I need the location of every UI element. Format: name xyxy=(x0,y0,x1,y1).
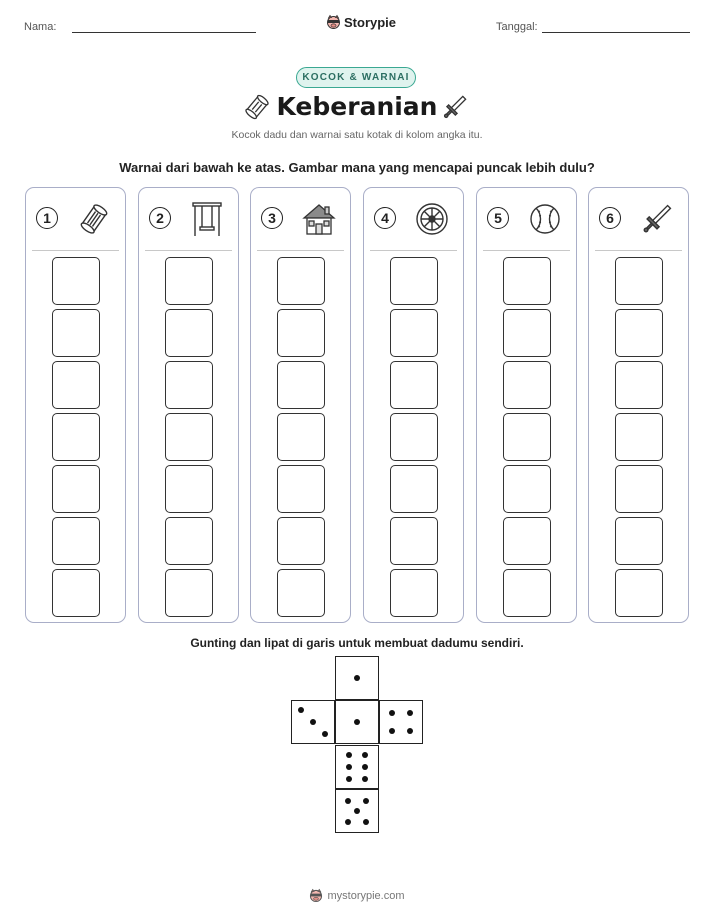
scroll-icon xyxy=(76,200,112,238)
color-box[interactable] xyxy=(277,309,325,357)
dice-pip xyxy=(345,819,351,825)
color-box[interactable] xyxy=(52,413,100,461)
color-box[interactable] xyxy=(52,569,100,617)
page-subtitle: Kocok dadu dan warnai satu kotak di kolom angka itu. xyxy=(231,129,483,141)
dice-face-4 xyxy=(379,700,423,744)
column-number: 5 xyxy=(487,207,509,229)
dice-face-1 xyxy=(335,700,379,744)
dice-pip xyxy=(363,819,369,825)
activity-badge: KOCOK & WARNAI xyxy=(296,67,416,88)
column-number: 6 xyxy=(599,207,621,229)
brand-name: Storypie xyxy=(344,14,397,30)
dice-face-3 xyxy=(291,700,335,744)
column-number: 2 xyxy=(149,207,171,229)
dice-pip xyxy=(298,707,304,713)
dice-face-1 xyxy=(335,656,379,700)
color-box[interactable] xyxy=(52,361,100,409)
color-box[interactable] xyxy=(615,413,663,461)
column-6 xyxy=(588,187,689,623)
cut-instruction: Gunting dan lipat di garis untuk membuat dadumu sendiri. xyxy=(190,636,524,650)
color-box[interactable] xyxy=(503,257,551,305)
color-box[interactable] xyxy=(390,413,438,461)
column-3 xyxy=(250,187,351,623)
column-divider xyxy=(257,250,344,251)
color-box[interactable] xyxy=(390,465,438,513)
color-box[interactable] xyxy=(503,413,551,461)
dice-pip xyxy=(362,752,368,758)
color-box[interactable] xyxy=(277,257,325,305)
date-label: Tanggal: xyxy=(496,21,538,33)
name-field[interactable] xyxy=(72,32,256,33)
color-box[interactable] xyxy=(52,465,100,513)
column-divider xyxy=(483,250,570,251)
color-box[interactable] xyxy=(52,309,100,357)
color-box[interactable] xyxy=(277,517,325,565)
swing-icon xyxy=(189,200,225,238)
color-box[interactable] xyxy=(165,413,213,461)
color-box[interactable] xyxy=(165,465,213,513)
sword-icon xyxy=(440,92,470,122)
dice-pip xyxy=(346,752,352,758)
color-box[interactable] xyxy=(390,569,438,617)
house-icon xyxy=(301,200,337,238)
dice-face-5 xyxy=(335,789,379,833)
color-box[interactable] xyxy=(165,309,213,357)
color-box[interactable] xyxy=(615,517,663,565)
dice-pip xyxy=(354,808,360,814)
color-box[interactable] xyxy=(503,517,551,565)
dice-pip xyxy=(310,719,316,725)
dice-pip xyxy=(407,728,413,734)
color-box[interactable] xyxy=(277,361,325,409)
dice-pip xyxy=(363,798,369,804)
color-box[interactable] xyxy=(503,465,551,513)
dice-pip xyxy=(354,719,360,725)
coloring-instruction: Warnai dari bawah ke atas. Gambar mana yang mencapai puncak lebih dulu? xyxy=(119,160,595,175)
name-label: Nama: xyxy=(24,21,57,33)
footer-url: mystorypie.com xyxy=(327,889,405,902)
color-box[interactable] xyxy=(277,569,325,617)
color-box[interactable] xyxy=(277,413,325,461)
column-number: 1 xyxy=(36,207,58,229)
color-box[interactable] xyxy=(165,361,213,409)
color-box[interactable] xyxy=(277,465,325,513)
date-field[interactable] xyxy=(542,32,690,33)
page-title: Keberanian xyxy=(276,92,438,121)
column-4 xyxy=(363,187,464,623)
color-box[interactable] xyxy=(165,257,213,305)
color-box[interactable] xyxy=(52,517,100,565)
column-divider xyxy=(370,250,457,251)
column-2 xyxy=(138,187,239,623)
color-box[interactable] xyxy=(615,257,663,305)
dice-pip xyxy=(389,710,395,716)
color-box[interactable] xyxy=(615,465,663,513)
color-box[interactable] xyxy=(615,569,663,617)
color-box[interactable] xyxy=(165,569,213,617)
color-box[interactable] xyxy=(165,517,213,565)
dice-pip xyxy=(362,776,368,782)
dice-pip xyxy=(389,728,395,734)
dice-pip xyxy=(346,764,352,770)
color-box[interactable] xyxy=(390,361,438,409)
color-box[interactable] xyxy=(615,361,663,409)
color-box[interactable] xyxy=(503,569,551,617)
dice-pip xyxy=(354,675,360,681)
color-box[interactable] xyxy=(503,309,551,357)
column-5 xyxy=(476,187,577,623)
dice-pip xyxy=(346,776,352,782)
dice-pip xyxy=(407,710,413,716)
column-number: 4 xyxy=(374,207,396,229)
baseball-icon xyxy=(527,200,563,238)
dice-pip xyxy=(362,764,368,770)
color-box[interactable] xyxy=(52,257,100,305)
column-1 xyxy=(25,187,126,623)
color-box[interactable] xyxy=(615,309,663,357)
wheel-icon xyxy=(414,200,450,238)
brand-logo xyxy=(326,14,396,30)
column-divider xyxy=(145,250,232,251)
footer xyxy=(0,888,714,903)
dice-pip xyxy=(322,731,328,737)
dice-pip xyxy=(345,798,351,804)
color-box[interactable] xyxy=(390,309,438,357)
column-divider xyxy=(32,250,119,251)
pig-mascot-icon xyxy=(326,14,341,30)
dice-face-6 xyxy=(335,745,379,789)
color-box[interactable] xyxy=(390,257,438,305)
pig-mascot-icon xyxy=(309,888,323,903)
color-box[interactable] xyxy=(503,361,551,409)
color-box[interactable] xyxy=(390,517,438,565)
column-divider xyxy=(595,250,682,251)
column-number: 3 xyxy=(261,207,283,229)
sword-icon xyxy=(639,200,675,238)
